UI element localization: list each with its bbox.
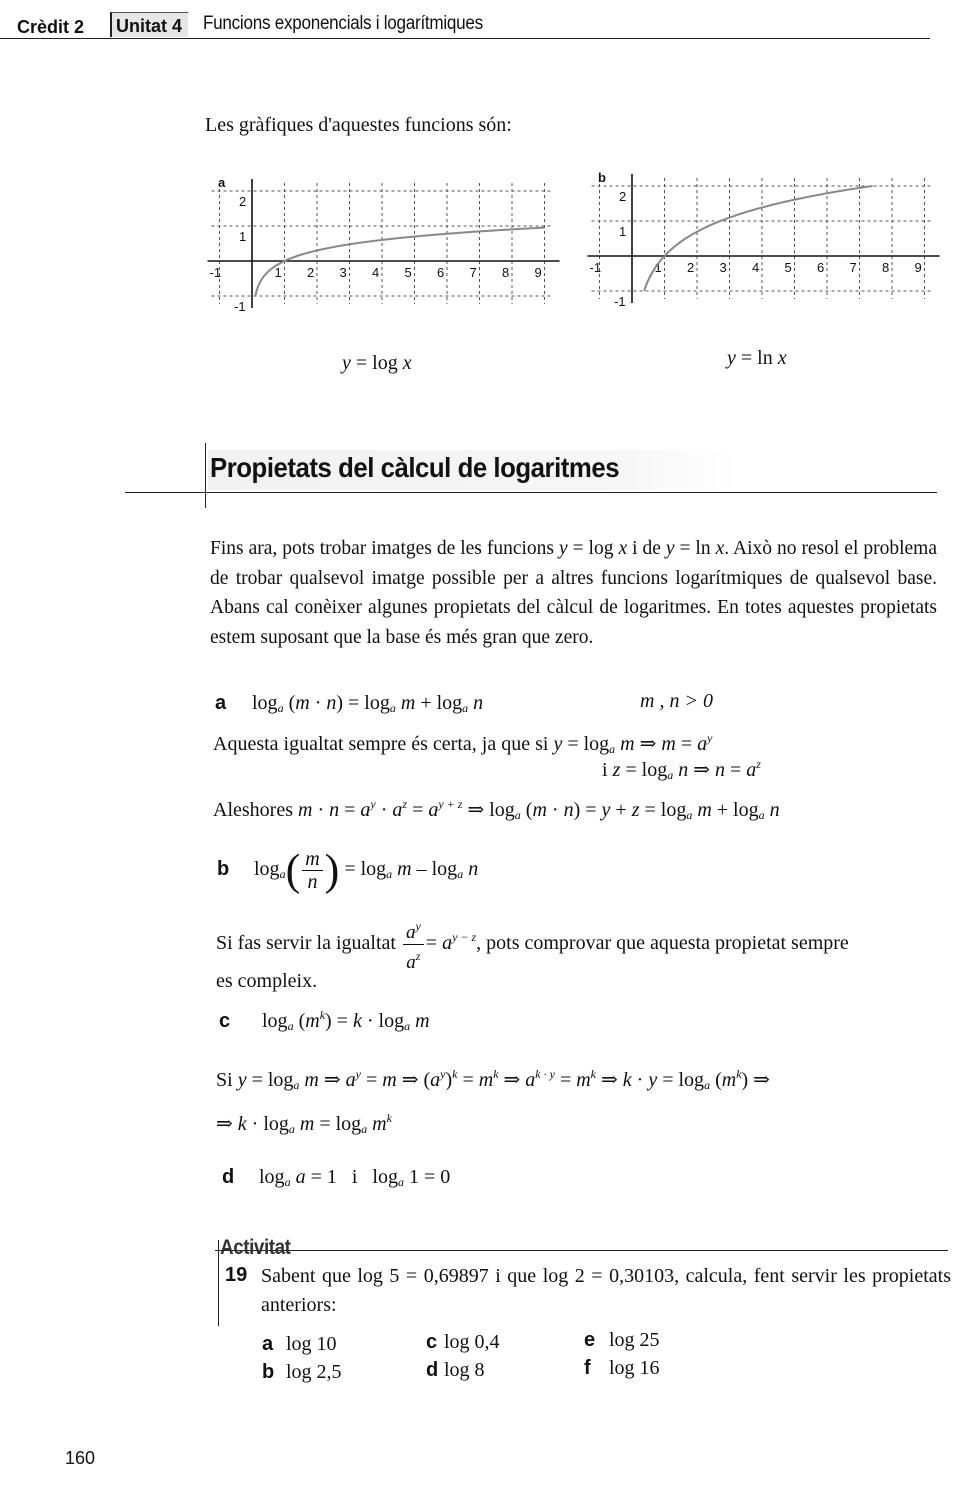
x-tick-label: 2 xyxy=(687,260,695,275)
exercise-expr: log 10 xyxy=(286,1333,337,1355)
property-c-derivation-2: ⇒ $k \cdot \log_a m = \log_a m^k$ xyxy=(216,1111,392,1136)
caption-log-x: x xyxy=(402,352,412,374)
explain-text: Si fas servir la igualtat xyxy=(216,932,396,955)
x-tick-label: 2 xyxy=(307,265,315,280)
para-var: x xyxy=(618,538,628,559)
x-tick-label: 1 xyxy=(274,265,282,280)
activity-heading: Activitat xyxy=(220,1236,291,1259)
exercise-expr: log 25 xyxy=(609,1329,660,1351)
x-tick-label: 1 xyxy=(654,260,662,275)
x-tick-label: -1 xyxy=(589,260,602,275)
exercise-c xyxy=(426,1331,500,1354)
para-var: y xyxy=(665,538,675,559)
x-tick-label: 4 xyxy=(372,265,380,280)
x-tick-label: 3 xyxy=(339,265,347,280)
property-letter: b xyxy=(217,858,230,881)
x-tick-label: 8 xyxy=(882,260,890,275)
exercise-expr: log 0,4 xyxy=(444,1331,500,1353)
property-b-explain-end: es compleix. xyxy=(216,970,318,992)
y-tick-label: 2 xyxy=(619,189,627,204)
property-d-formula: d $\log_a a = 1$ i $\log_a 1 = 0$ xyxy=(222,1166,451,1189)
exercise-expr: log 8 xyxy=(444,1359,485,1381)
property-a-explain-2: i $z = \log_a n$ ⇒ $n = a^z$ xyxy=(602,757,761,782)
x-tick-label: 5 xyxy=(784,260,792,275)
caption-log xyxy=(342,352,412,375)
property-c-derivation: Si $y = \log_a m$ ⇒ $a^y = m$ ⇒ $(a^y)^k = m^k$ ⇒ $a^{k \cdot y} = m^k$ ⇒ $k \cdot y = \log_a (m^k)$ ⇒ xyxy=(216,1067,770,1092)
property-a-explain: Aquesta igualtat sempre és certa, ja que si $y = \log_a m$ ⇒ $m = a^y$ xyxy=(213,731,713,756)
chart-ln xyxy=(580,160,940,310)
then-text: Aleshores xyxy=(213,799,293,821)
chart-panel-label: b xyxy=(598,170,606,185)
property-b-formula: b $\log_a$( $\frac{m}{n}$ ) = $\log_a m - \log_a n$ xyxy=(217,845,479,895)
para-text: = log xyxy=(567,538,619,559)
property-letter: c xyxy=(219,1010,231,1032)
y-tick-label: 1 xyxy=(619,224,627,239)
para-text: . Això no resol el problema de trobar qualsevol imatge possible per a altres funcions logarítmiques de qualsevol base. Abans cal conèixer algunes propietats del càlcul de logaritmes. En totes aquestes propietats estem suposant que la base és més gran que zero. xyxy=(210,538,937,648)
intro-text: Les gràfiques d'aquestes funcions són: xyxy=(205,114,512,136)
unit-label: Unitat 4 xyxy=(110,12,188,37)
x-tick-label: 6 xyxy=(817,260,825,275)
x-tick-label: 3 xyxy=(719,260,727,275)
x-tick-label: 6 xyxy=(437,265,445,280)
function-curve xyxy=(644,186,873,291)
y-tick-label: 2 xyxy=(239,194,247,209)
exercise-expr: log 2,5 xyxy=(286,1361,342,1383)
caption-log-eq: = log xyxy=(350,352,403,374)
para-text: Fins ara, pots trobar imatges de les funcions xyxy=(210,538,559,559)
page-number: 160 xyxy=(65,1448,96,1468)
section-vrule xyxy=(205,443,206,508)
si-text: Si xyxy=(216,1069,233,1091)
property-a-formula: a $\log_a (m \cdot n) = \log_a m + \log_a n$ xyxy=(215,692,484,715)
para-var: x xyxy=(715,538,725,559)
section-title: Propietats del càlcul de logaritmes xyxy=(210,452,620,483)
caption-ln-x: x xyxy=(777,347,787,369)
caption-log-y: y xyxy=(342,352,351,374)
property-c-formula: c $\log_a (m^k) = k \cdot \log_a m$ xyxy=(219,1008,430,1033)
exercise-letter: d xyxy=(426,1359,439,1381)
exercise-b xyxy=(262,1361,342,1384)
exercise-letter: e xyxy=(584,1329,596,1351)
chart-panel-label: a xyxy=(218,175,226,190)
activity-vrule xyxy=(218,1240,219,1326)
section-rule xyxy=(125,492,937,493)
exercise-e xyxy=(584,1329,660,1352)
conj-text: i xyxy=(351,1166,358,1188)
unit-title: Funcions exponencials i logarítmiques xyxy=(203,13,483,34)
y-tick-label: -1 xyxy=(234,299,246,314)
exercise-d xyxy=(426,1359,485,1382)
para-text: = ln xyxy=(674,538,716,559)
x-tick-label: 7 xyxy=(469,265,477,280)
explain-text: , pots comprovar que aquesta propietat sempre xyxy=(476,932,849,955)
property-letter: d xyxy=(222,1166,235,1188)
caption-ln-y: y xyxy=(727,347,736,369)
activity-text: Sabent que log 5 = 0,69897 i que log 2 = 0,30103, calcula, fent servir les propietats anteriors: xyxy=(261,1265,951,1316)
x-tick-label: 9 xyxy=(534,265,542,280)
section-paragraph xyxy=(210,534,937,652)
exercise-letter: c xyxy=(426,1331,438,1353)
property-letter: a xyxy=(215,692,227,714)
para-text: i de xyxy=(627,538,666,559)
condition-text: m , n > 0 xyxy=(640,690,713,712)
exercise-letter: f xyxy=(584,1357,591,1379)
exercise-f xyxy=(584,1357,660,1380)
x-tick-label: 7 xyxy=(849,260,857,275)
activity-number: 19 xyxy=(225,1264,248,1286)
activity-rule xyxy=(215,1250,948,1251)
x-tick-label: 8 xyxy=(502,265,510,280)
x-tick-label: 5 xyxy=(404,265,412,280)
property-b-explain: Si fas servir la igualtat $\frac{a^y}{a^z}$ = $a^{y - z}$, pots comprovar que aquesta propietat sempre xyxy=(216,915,849,974)
header-rule xyxy=(0,38,930,39)
chart-log xyxy=(200,165,560,315)
x-tick-label: 9 xyxy=(914,260,922,275)
property-a-derivation: Aleshores $m \cdot n = a^y \cdot a^z = a^{y + z}$ ⇒ $\log_a (m \cdot n) = y + z = \log_a m + \log_a n$ xyxy=(213,797,780,822)
y-tick-label: 1 xyxy=(239,229,247,244)
property-a-condition xyxy=(640,690,713,713)
y-tick-label: -1 xyxy=(614,294,626,309)
exercise-expr: log 16 xyxy=(609,1357,660,1379)
exercise-a xyxy=(262,1333,337,1356)
x-tick-label: -1 xyxy=(209,265,222,280)
para-var: y xyxy=(558,538,568,559)
caption-ln-eq: = ln xyxy=(735,347,778,369)
x-tick-label: 4 xyxy=(752,260,760,275)
exercise-letter: a xyxy=(262,1333,274,1355)
credit-label: Crèdit 2 xyxy=(17,17,85,37)
explain-text: Aquesta igualtat sempre és certa, ja que si xyxy=(213,733,549,755)
caption-ln xyxy=(727,347,787,370)
exercise-letter: b xyxy=(262,1361,275,1383)
